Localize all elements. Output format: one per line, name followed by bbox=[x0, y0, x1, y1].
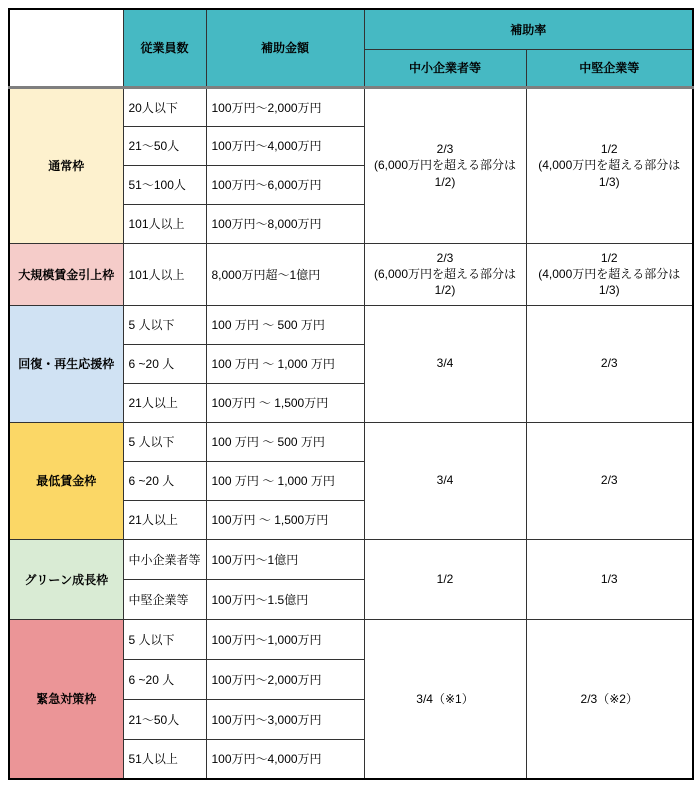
employees-cell: 20人以下 bbox=[123, 87, 206, 126]
employees-cell: 21人以上 bbox=[123, 383, 206, 422]
rate-main: 2/3（※2） bbox=[580, 691, 638, 706]
employees-cell: 中小企業者等 bbox=[123, 539, 206, 579]
rate-mid-cell bbox=[526, 422, 693, 539]
amount-cell: 100万円～1,000万円 bbox=[206, 619, 364, 659]
rate-main: 3/4 bbox=[436, 473, 454, 488]
rate-main: 1/2 bbox=[600, 250, 618, 265]
block-label-cell: 緊急対策枠 bbox=[9, 619, 123, 779]
header-cell-employees: 従業員数 bbox=[123, 9, 206, 87]
amount-cell: 100万円～4,000万円 bbox=[206, 126, 364, 165]
amount-cell: 100 万円 ～ 1,000 万円 bbox=[206, 461, 364, 500]
amount-cell: 100万円～3,000万円 bbox=[206, 699, 364, 739]
employees-cell: 5 人以下 bbox=[123, 305, 206, 344]
table-row bbox=[9, 305, 693, 344]
employees-cell: 6 ~20 人 bbox=[123, 344, 206, 383]
rate-sme-cell bbox=[364, 422, 526, 539]
rate-sme-cell bbox=[364, 619, 526, 779]
employees-cell: 101人以上 bbox=[123, 243, 206, 305]
employees-cell: 5 人以下 bbox=[123, 422, 206, 461]
amount-cell: 100万円～8,000万円 bbox=[206, 204, 364, 243]
employees-cell: 101人以上 bbox=[123, 204, 206, 243]
rate-mid-cell bbox=[526, 539, 693, 619]
header-cell-rate-sme: 中小企業者等 bbox=[364, 49, 526, 87]
rate-main: 2/3 bbox=[600, 356, 618, 371]
rate-mid-cell bbox=[526, 305, 693, 422]
rate-mid-cell bbox=[526, 87, 693, 243]
amount-cell: 100万円～4,000万円 bbox=[206, 739, 364, 779]
amount-cell: 100万円～1.5億円 bbox=[206, 579, 364, 619]
rate-note: (4,000万円を超える部分は 1/3) bbox=[538, 266, 681, 298]
amount-cell: 100万円～2,000万円 bbox=[206, 659, 364, 699]
rate-sme-cell bbox=[364, 87, 526, 243]
rate-main: 3/4（※1） bbox=[416, 691, 474, 706]
header-cell-rate-mid: 中堅企業等 bbox=[526, 49, 693, 87]
rate-sme-cell bbox=[364, 539, 526, 619]
block-label-cell: 最低賃金枠 bbox=[9, 422, 123, 539]
subsidy-table bbox=[8, 8, 694, 780]
rate-note: (4,000万円を超える部分は 1/3) bbox=[538, 158, 681, 189]
employees-cell: 51～100人 bbox=[123, 165, 206, 204]
amount-cell: 100 万円 ～ 500 万円 bbox=[206, 305, 364, 344]
rate-main: 2/3 bbox=[436, 250, 454, 265]
amount-cell: 100万円～6,000万円 bbox=[206, 165, 364, 204]
employees-cell: 51人以上 bbox=[123, 739, 206, 779]
table-row bbox=[9, 422, 693, 461]
block-label-cell: 通常枠 bbox=[9, 87, 123, 243]
header-row-1 bbox=[9, 9, 693, 49]
rate-mid-cell bbox=[526, 243, 693, 305]
employees-cell: 6 ~20 人 bbox=[123, 659, 206, 699]
table-row bbox=[9, 87, 693, 126]
amount-cell: 100 万円 ～ 1,000 万円 bbox=[206, 344, 364, 383]
rate-mid-cell bbox=[526, 619, 693, 779]
rate-note: (6,000万円を超える部分は 1/2) bbox=[373, 158, 517, 189]
table-row bbox=[9, 243, 693, 305]
employees-cell: 5 人以下 bbox=[123, 619, 206, 659]
header-cell-rate: 補助率 bbox=[364, 9, 693, 49]
rate-sme-cell bbox=[364, 243, 526, 305]
rate-main: 3/4 bbox=[436, 356, 454, 371]
table-row bbox=[9, 539, 693, 579]
block-label-cell: グリーン成長枠 bbox=[9, 539, 123, 619]
header-blank-cell bbox=[9, 9, 123, 87]
block-label-cell: 回復・再生応援枠 bbox=[9, 305, 123, 422]
amount-cell: 100 万円 ～ 500 万円 bbox=[206, 422, 364, 461]
amount-cell: 100万円 ～ 1,500万円 bbox=[206, 500, 364, 539]
header-cell-amount: 補助金額 bbox=[206, 9, 364, 87]
rate-sme-cell bbox=[364, 305, 526, 422]
block-label-cell: 大規模賃金引上枠 bbox=[9, 243, 123, 305]
amount-cell: 100万円～1億円 bbox=[206, 539, 364, 579]
employees-cell: 6 ~20 人 bbox=[123, 461, 206, 500]
rate-note: (6,000万円を超える部分は 1/2) bbox=[373, 266, 517, 298]
rate-main: 1/3 bbox=[600, 571, 618, 586]
rate-main: 2/3 bbox=[600, 473, 618, 488]
amount-cell: 100万円 ～ 1,500万円 bbox=[206, 383, 364, 422]
rate-main: 2/3 bbox=[436, 142, 454, 157]
employees-cell: 21～50人 bbox=[123, 699, 206, 739]
amount-cell: 8,000万円超～1億円 bbox=[206, 243, 364, 305]
employees-cell: 21人以上 bbox=[123, 500, 206, 539]
employees-cell: 中堅企業等 bbox=[123, 579, 206, 619]
table-row bbox=[9, 619, 693, 659]
amount-cell: 100万円～2,000万円 bbox=[206, 87, 364, 126]
rate-main: 1/2 bbox=[436, 571, 454, 586]
rate-main: 1/2 bbox=[600, 142, 618, 157]
employees-cell: 21～50人 bbox=[123, 126, 206, 165]
